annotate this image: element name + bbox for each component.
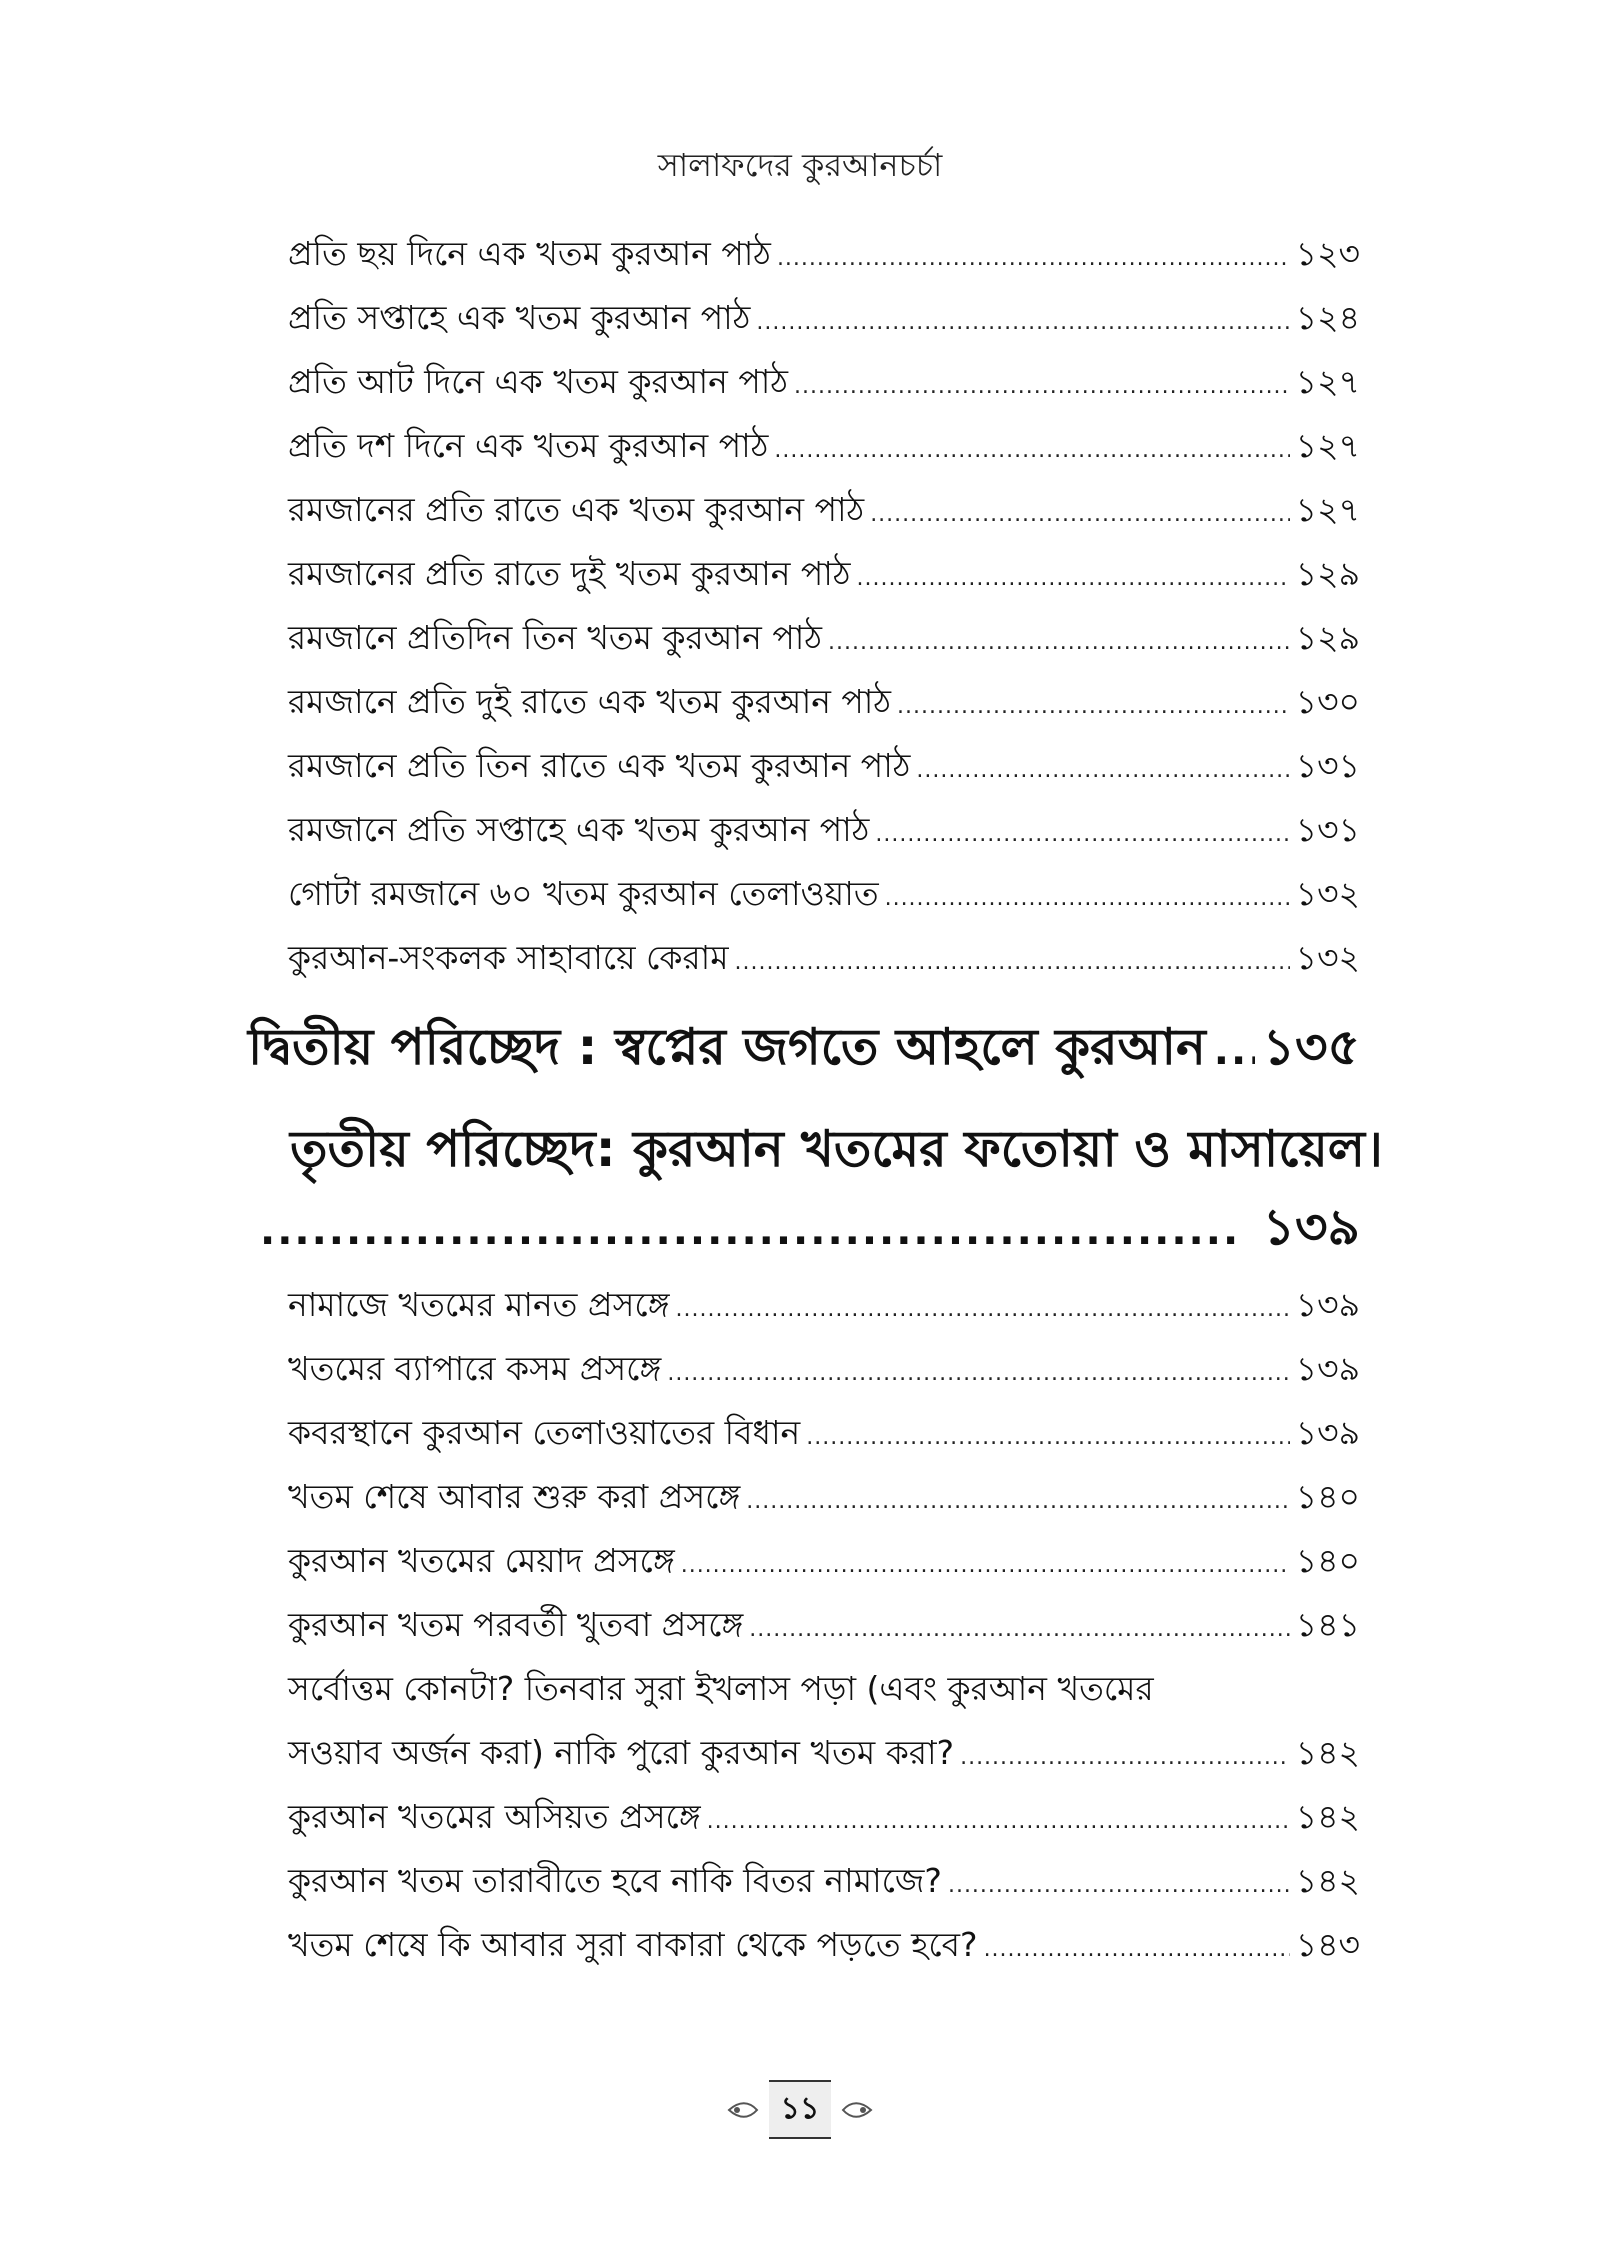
toc-entry[interactable]	[288, 1785, 1360, 1849]
toc-entry-title: প্রতি ছয় দিনে এক খতম কুরআন পাঠ	[288, 234, 771, 273]
floral-ornament-icon	[841, 2097, 875, 2123]
leader-dots	[875, 803, 1289, 867]
leader-dots	[749, 1598, 1290, 1662]
toc-entry-title: রমজানে প্রতিদিন তিন খতম কুরআন পাঠ	[288, 618, 822, 657]
toc-entry-title: খতম শেষে কি আবার সুরা বাকারা থেকে পড়তে হবে?	[288, 1925, 978, 1964]
toc-list-1	[288, 222, 1360, 990]
leader-dots	[260, 1208, 1243, 1254]
leader-dots	[667, 1342, 1289, 1406]
toc-entry[interactable]	[288, 478, 1360, 542]
toc-entry-title: কুরআন খতম তারাবীতে হবে নাকি বিতর নামাজে?	[288, 1861, 942, 1900]
toc-entry[interactable]	[288, 926, 1360, 990]
toc-entry[interactable]	[288, 222, 1360, 286]
toc-entry-multiline[interactable]	[288, 1657, 1360, 1785]
toc-entry-page: ১৩৯	[1295, 1349, 1360, 1388]
chapter-heading-2[interactable]	[248, 1010, 1360, 1093]
toc-entry-page: ১২৪	[1295, 298, 1360, 337]
leader-dots	[676, 1278, 1290, 1342]
toc-entry-title: খতমের ব্যাপারে কসম প্রসঙ্গে	[288, 1349, 662, 1388]
leader-dots	[857, 547, 1290, 611]
toc-entry[interactable]	[288, 542, 1360, 606]
leader-dots	[777, 227, 1290, 291]
leader-dots	[707, 1790, 1290, 1854]
toc-entry-page: ১৩১	[1295, 810, 1360, 849]
leader-dots	[984, 1918, 1290, 1982]
page-number-footer	[0, 2080, 1600, 2139]
leader-dots	[948, 1854, 1290, 1918]
toc-entry-page: ১৪০	[1295, 1541, 1360, 1580]
toc-entry-page: ১২৯	[1295, 554, 1360, 593]
toc-entry[interactable]	[288, 1401, 1360, 1465]
toc-entry-page: ১৪২	[1295, 1861, 1360, 1900]
toc-entry-title-line1: সর্বোত্তম কোনটা? তিনবার সুরা ইখলাস পড়া (এবং কুরআন খতমের	[288, 1669, 1154, 1708]
toc-entry-title: প্রতি দশ দিনে এক খতম কুরআন পাঠ	[288, 426, 769, 465]
chapter-page: ১৩৯	[1262, 1198, 1360, 1256]
toc-entry-page: ১৪২	[1295, 1733, 1360, 1772]
toc-entry[interactable]	[288, 1337, 1360, 1401]
toc-entry-title: রমজানের প্রতি রাতে এক খতম কুরআন পাঠ	[288, 490, 865, 529]
toc-entry-title: রমজানে প্রতি সপ্তাহে এক খতম কুরআন পাঠ	[288, 810, 870, 849]
toc-entry-title: রমজানে প্রতি তিন রাতে এক খতম কুরআন পাঠ	[288, 746, 911, 785]
toc-entry-page: ১৪৩	[1295, 1925, 1360, 1964]
toc-entry[interactable]	[288, 734, 1360, 798]
toc-entry-page: ১৩২	[1295, 938, 1360, 977]
toc-entry-page: ১৩৯	[1295, 1285, 1360, 1324]
toc-entry-page: ১২৭	[1295, 362, 1360, 401]
chapter-title: দ্বিতীয় পরিচ্ছেদ : স্বপ্নের জগতে আহলে কুরআন	[248, 1018, 1206, 1076]
leader-dots	[735, 931, 1290, 995]
toc-entry-title: প্রতি সপ্তাহে এক খতম কুরআন পাঠ	[288, 298, 751, 337]
toc-entry-title: খতম শেষে আবার শুরু করা প্রসঙ্গে	[288, 1477, 741, 1516]
running-title: সালাফদের কুরআনচর্চা	[657, 146, 943, 184]
toc-entry-title: রমজানের প্রতি রাতে দুই খতম কুরআন পাঠ	[288, 554, 851, 593]
toc-entry-page: ১২৯	[1295, 618, 1360, 657]
chapter-heading-3-leader	[260, 1190, 1360, 1273]
toc-entry-title: কবরস্থানে কুরআন তেলাওয়াতের বিধান	[288, 1413, 801, 1452]
toc-entry[interactable]	[288, 862, 1360, 926]
toc-entry[interactable]	[288, 1913, 1360, 1977]
leader-dots	[746, 1470, 1289, 1534]
toc-entry-title: কুরআন খতমের মেয়াদ প্রসঙ্গে	[288, 1541, 675, 1580]
leader-dots	[774, 419, 1289, 483]
toc-entry[interactable]	[288, 1593, 1360, 1657]
toc-entry-page: ১৩১	[1295, 746, 1360, 785]
leader-dots	[756, 291, 1289, 355]
toc-entry-page: ১৩২	[1295, 874, 1360, 913]
toc-entry-title: কুরআন খতমের অসিয়ত প্রসঙ্গে	[288, 1797, 701, 1836]
toc-entry-title: নামাজে খতমের মানত প্রসঙ্গে	[288, 1285, 670, 1324]
leader-dots	[794, 355, 1290, 419]
toc-entry-page: ১২৭	[1295, 490, 1360, 529]
toc-entry-title: গোটা রমজানে ৬০ খতম কুরআন তেলাওয়াত	[288, 874, 879, 913]
toc-entry[interactable]	[288, 798, 1360, 862]
leader-dots	[897, 675, 1290, 739]
toc-entry[interactable]	[288, 1465, 1360, 1529]
toc-entry[interactable]	[288, 1273, 1360, 1337]
floral-ornament-icon	[725, 2097, 759, 2123]
toc-entry-page: ১৪০	[1295, 1477, 1360, 1516]
toc-entry[interactable]	[288, 606, 1360, 670]
toc-entry-title: কুরআন-সংকলক সাহাবায়ে কেরাম	[288, 938, 729, 977]
toc-entry-title-line2: সওয়াব অর্জন করা) নাকি পুরো কুরআন খতম করা?	[288, 1733, 955, 1772]
toc-entry[interactable]	[288, 350, 1360, 414]
toc-entry-page: ১৪২	[1295, 1797, 1360, 1836]
toc-entry[interactable]	[288, 1849, 1360, 1913]
toc-entry-title: কুরআন খতম পরবর্তী খুতবা প্রসঙ্গে	[288, 1605, 744, 1644]
toc-entry[interactable]	[288, 286, 1360, 350]
leader-dots	[916, 739, 1289, 803]
toc-entry-page: ১৩৯	[1295, 1413, 1360, 1452]
chapter-heading-3[interactable]	[290, 1112, 1383, 1195]
leader-dots	[885, 867, 1290, 931]
leader-dots	[806, 1406, 1289, 1470]
leader-dots	[1214, 1028, 1255, 1074]
toc-entry[interactable]	[288, 1529, 1360, 1593]
toc-entry[interactable]	[288, 670, 1360, 734]
toc-entry-page: ১২৭	[1295, 426, 1360, 465]
toc-entry-page: ১৩০	[1295, 682, 1360, 721]
toc-entry-title: প্রতি আট দিনে এক খতম কুরআন পাঠ	[288, 362, 788, 401]
page-number: ১১	[769, 2080, 832, 2139]
leader-dots	[681, 1534, 1290, 1598]
chapter-page: ১৩৫	[1262, 1018, 1360, 1076]
toc-entry-title: রমজানে প্রতি দুই রাতে এক খতম কুরআন পাঠ	[288, 682, 892, 721]
toc-entry[interactable]	[288, 414, 1360, 478]
leader-dots	[870, 483, 1289, 547]
toc-list-2	[288, 1273, 1360, 1977]
toc-entry-page: ১৪১	[1295, 1605, 1360, 1644]
leader-dots	[960, 1726, 1290, 1790]
chapter-title: তৃতীয় পরিচ্ছেদ: কুরআন খতমের ফতোয়া ও মাসায়েল।	[290, 1120, 1383, 1178]
leader-dots	[828, 611, 1290, 675]
toc-entry-page: ১২৩	[1295, 234, 1360, 273]
